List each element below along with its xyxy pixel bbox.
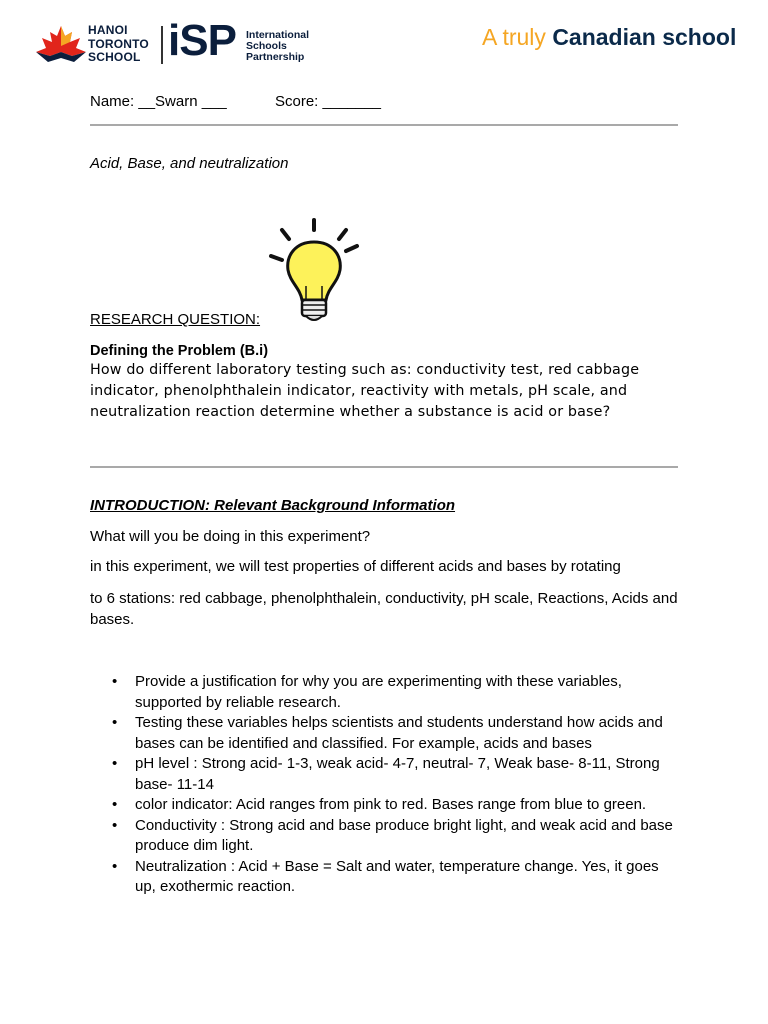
list-item: • Provide a justification for why you are experimenting with these variables, supported by reliable research. xyxy=(90,672,680,713)
intro-answer-line-2: to 6 stations: red cabbage, phenolphthalein, conductivity, pH scale, Reactions, Acids and bases. xyxy=(90,590,678,628)
list-item: • Conductivity : Strong acid and base produce bright light, and weak acid and base produce dim light. xyxy=(90,816,680,857)
topic-title: Acid, Base, and neutralization xyxy=(90,155,289,172)
school-name: HANOI TORONTO SCHOOL xyxy=(88,23,149,64)
introduction-heading: INTRODUCTION: Relevant Background Information xyxy=(90,497,456,514)
maple-leaf-icon xyxy=(36,24,86,64)
list-item: • pH level : Strong acid- 1-3, weak acid- 4-7, neutral- 7, Weak base- 8-11, Strong base- 11-14 xyxy=(90,754,680,795)
intro-answer-line-1: in this experiment, we will test properties of different acids and bases by rotating xyxy=(90,558,621,575)
list-item: • color indicator: Acid ranges from pink to red. Bases range from blue to green. xyxy=(90,795,680,816)
section-rule xyxy=(90,466,678,468)
defining-problem-subheading: Defining the Problem (B.i) xyxy=(90,343,269,359)
tagline xyxy=(482,24,736,51)
tagline-prefix: A truly xyxy=(482,24,546,50)
background-bullet-list xyxy=(90,672,680,898)
list-item: • Testing these variables helps scientists and students understand how acids and bases can be identified and classified. For example, acids and bases xyxy=(90,713,680,754)
research-question-heading: RESEARCH QUESTION: xyxy=(90,311,261,328)
lightbulb-icon xyxy=(262,216,366,328)
logo-divider xyxy=(161,26,163,64)
student-name-field[interactable]: Name: __Swarn ___ xyxy=(90,93,227,110)
research-question-text: How do different laboratory testing such as: conductivity test, red cabbage indicator, phenolphthalein indicator, reactivity with metals, pH scale, and neutralization reaction determine whether a substance is acid or base? xyxy=(90,362,640,420)
score-field[interactable]: Score: _______ xyxy=(275,93,381,110)
isp-subtitle: International Schools Partnership xyxy=(246,29,310,63)
list-item: • Neutralization : Acid + Base = Salt and water, temperature change. Yes, it goes up, exothermic reaction. xyxy=(90,857,680,898)
tagline-emphasis: Canadian school xyxy=(552,24,737,50)
intro-prompt: What will you be doing in this experiment? xyxy=(90,528,371,545)
isp-logo: iSP xyxy=(168,16,236,65)
header-rule xyxy=(90,124,678,126)
